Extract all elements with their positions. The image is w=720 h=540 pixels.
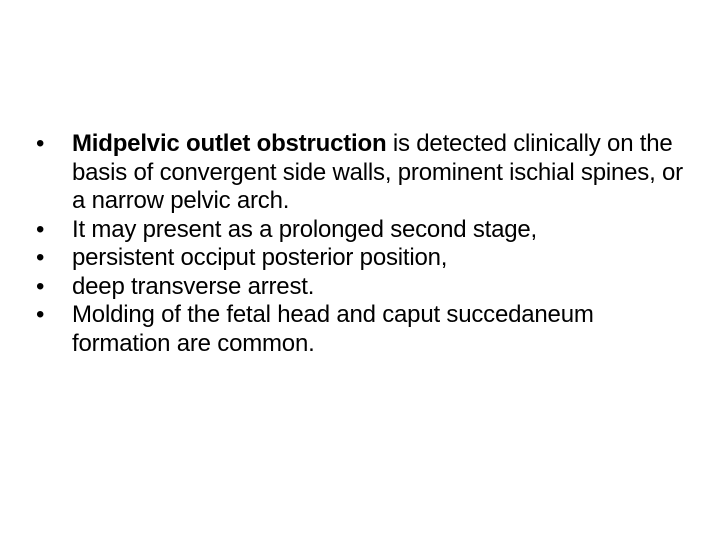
bullet-item (36, 244, 686, 273)
bullet-text: deep transverse arrest. (72, 272, 315, 300)
bullet-marker: • (36, 301, 45, 328)
bullet-item (36, 273, 686, 302)
bullet-item (36, 130, 686, 216)
bullet-text: is detected clinically on the basis of convergent side walls, prominent ischial spines, or a narrow pelvic arch. (72, 130, 683, 214)
bullet-text: persistent occiput posterior position, (72, 244, 448, 271)
bullet-marker: • (36, 244, 45, 271)
bullet-text: It may present as a prolonged second stage, (72, 215, 538, 243)
bullet-bold-text: Midpelvic outlet obstruction (72, 130, 387, 157)
bullet-text: Molding of the fetal head and caput succedaneum formation are common. (72, 301, 594, 357)
bullet-marker: • (36, 215, 45, 243)
bullet-marker: • (36, 130, 45, 157)
bullet-list (36, 130, 686, 358)
bullet-marker: • (36, 272, 45, 300)
bullet-item (36, 301, 686, 358)
bullet-item (36, 216, 686, 245)
